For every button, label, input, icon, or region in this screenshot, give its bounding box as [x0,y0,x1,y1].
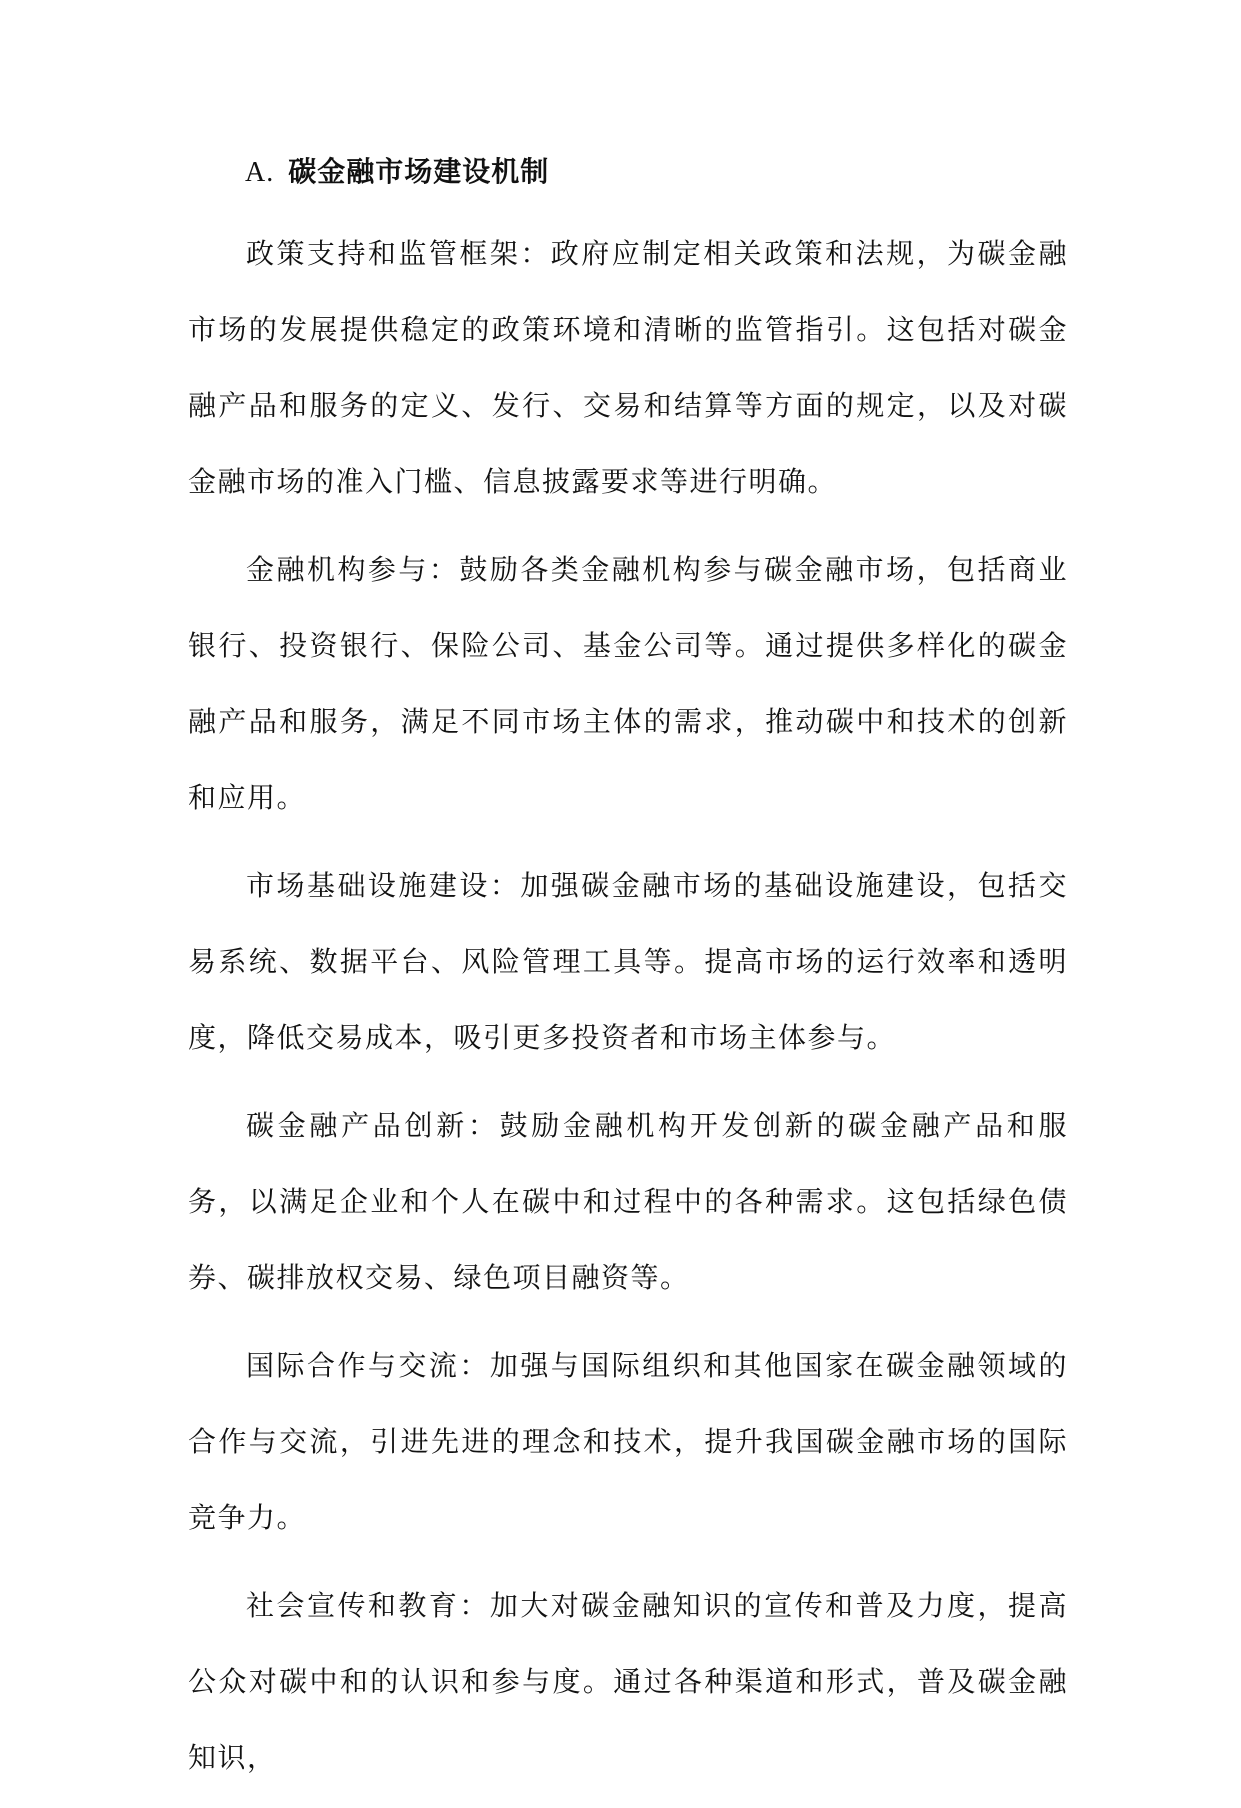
paragraph-financial-institutions: 金融机构参与：鼓励各类金融机构参与碳金融市场，包括商业银行、投资银行、保险公司、基金公司等。通过提供多样化的碳金融产品和服务，满足不同市场主体的需求，推动碳中和技术的创新和应用。 [188,553,1068,814]
paragraph-policy-support: 政策支持和监管框架：政府应制定相关政策和法规，为碳金融市场的发展提供稳定的政策环境和清晰的监管指引。这包括对碳金融产品和服务的定义、发行、交易和结算等方面的规定，以及对碳金融市场的准入门槛、信息披露要求等进行明确。 [188,237,1068,498]
paragraph-public-education: 社会宣传和教育：加大对碳金融知识的宣传和普及力度，提高公众对碳中和的认识和参与度。通过各种渠道和形式，普及碳金融知识， [188,1589,1068,1774]
body-text [188,216,1068,1808]
paragraph-product-innovation: 碳金融产品创新：鼓励金融机构开发创新的碳金融产品和服务，以满足企业和个人在碳中和过程中的各种需求。这包括绿色债券、碳排放权交易、绿色项目融资等。 [188,1109,1068,1294]
section-marker: A. [245,157,275,188]
section-heading [245,147,549,198]
section-title: 碳金融市场建设机制 [288,155,550,188]
paragraph-market-infrastructure: 市场基础设施建设：加强碳金融市场的基础设施建设，包括交易系统、数据平台、风险管理工具等。提高市场的运行效率和透明度，降低交易成本，吸引更多投资者和市场主体参与。 [188,869,1068,1054]
paragraph-international-cooperation: 国际合作与交流：加强与国际组织和其他国家在碳金融领域的合作与交流，引进先进的理念和技术，提升我国碳金融市场的国际竞争力。 [188,1349,1068,1534]
